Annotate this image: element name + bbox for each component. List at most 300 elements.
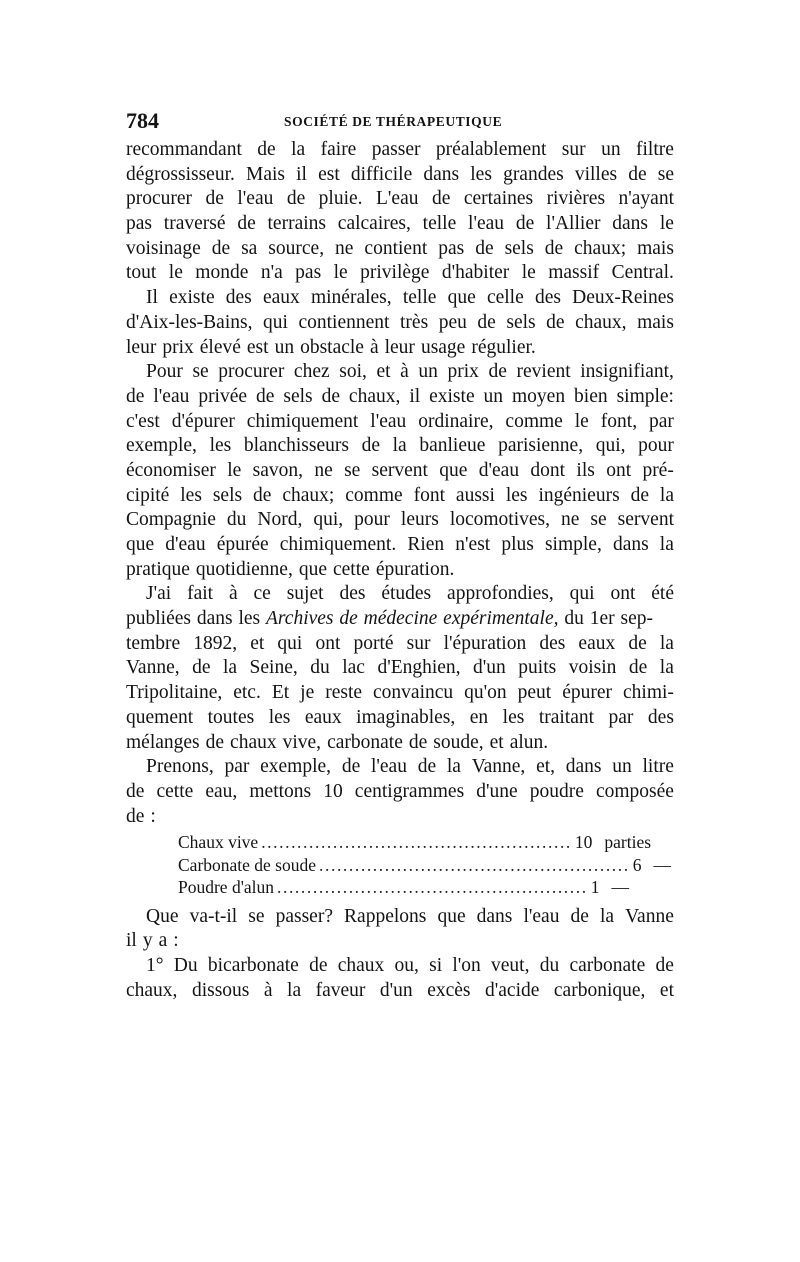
ingredient-name: Poudre d'alun — [178, 877, 274, 898]
word: Vanne — [625, 905, 674, 927]
word: à — [400, 361, 409, 383]
text-line — [126, 410, 674, 435]
word: carbonique, — [553, 979, 646, 1001]
word: exemple, — [126, 435, 197, 457]
word: ce — [253, 583, 271, 605]
word: L'eau — [376, 188, 419, 210]
word: les — [505, 484, 528, 506]
word: de — [408, 731, 428, 753]
text-line — [126, 780, 674, 805]
word: très — [400, 311, 429, 333]
word: chimi- — [623, 682, 674, 704]
word: des — [539, 632, 566, 654]
word: sa — [241, 237, 258, 259]
word: d'eau — [478, 459, 520, 481]
word: eaux — [578, 632, 616, 654]
word: a — [158, 930, 168, 952]
word: de — [256, 385, 275, 407]
word: veut, — [491, 955, 530, 977]
word: Du — [173, 955, 198, 977]
word: sels — [283, 385, 313, 407]
paragraph — [126, 582, 674, 755]
word: chaux; — [574, 237, 627, 259]
word: difficile — [350, 163, 413, 185]
word: chaux, — [348, 385, 401, 407]
word: chimiquement — [246, 410, 359, 432]
word: ne — [314, 459, 333, 481]
text-line — [126, 533, 674, 558]
text-line — [126, 261, 674, 286]
word: leurs — [400, 509, 439, 531]
word: sels — [504, 237, 534, 259]
word: traversé — [163, 213, 226, 235]
ingredient-unit: parties — [604, 832, 652, 853]
word: les — [470, 163, 492, 185]
word: de — [192, 657, 211, 679]
word: chaux, — [126, 979, 178, 1001]
word: locomotives, — [449, 509, 551, 531]
word: des — [339, 583, 366, 605]
word: l'eau — [237, 188, 274, 210]
word: de — [544, 237, 564, 259]
word: dont — [530, 459, 566, 481]
word: eaux — [262, 287, 300, 309]
word: du — [310, 657, 330, 679]
text-line — [126, 632, 674, 657]
word: et, — [536, 756, 556, 778]
word: l'eau — [370, 410, 407, 432]
word: d'épurer — [171, 410, 235, 432]
word: telle — [422, 213, 457, 235]
word: sur — [561, 139, 586, 160]
word: reste — [325, 682, 363, 704]
word: 1° — [146, 955, 164, 977]
word: convaincu — [373, 682, 454, 704]
paragraph — [126, 360, 674, 582]
word: épuration. — [375, 558, 455, 580]
word: quement — [126, 706, 194, 728]
word: et — [376, 361, 391, 383]
word: y — [142, 930, 153, 952]
text-line — [126, 385, 674, 410]
word: passer? — [275, 905, 333, 927]
word: ne — [561, 509, 580, 531]
word: le — [333, 262, 348, 284]
word: existe — [429, 385, 475, 407]
word: quotidienne, — [195, 558, 293, 580]
word: de — [253, 484, 272, 506]
word: la — [659, 534, 674, 555]
word: lac — [342, 657, 365, 679]
word: de — [655, 955, 674, 977]
word: savon, — [252, 459, 303, 481]
word: été — [651, 583, 674, 605]
text-line — [126, 979, 674, 1004]
word: que — [437, 905, 466, 927]
word: que — [439, 459, 468, 481]
word: qui — [277, 632, 303, 654]
word: de — [628, 163, 647, 185]
word: de — [126, 780, 145, 802]
word: font — [413, 484, 445, 506]
word: à — [263, 979, 273, 1001]
word: sujet — [286, 583, 324, 605]
word: le — [168, 262, 183, 284]
word: ou, — [394, 955, 419, 977]
word: des — [225, 287, 252, 309]
word: à — [369, 336, 379, 358]
word: 1892, — [193, 632, 238, 654]
word: Seine, — [249, 657, 298, 679]
word: plus — [501, 534, 534, 555]
word: : — [173, 930, 179, 952]
word: pas — [295, 262, 322, 284]
word: de — [546, 311, 565, 333]
leader-dots: .................................................... — [319, 854, 630, 875]
word: va-t-il — [189, 905, 238, 927]
word: il — [409, 385, 421, 407]
word: eaux — [304, 706, 342, 728]
word: cette — [156, 780, 194, 802]
word: source, — [268, 237, 325, 259]
paragraph — [126, 954, 674, 1003]
text-line — [126, 681, 674, 706]
word: la — [392, 435, 407, 457]
text-line — [126, 336, 674, 361]
word: pré- — [642, 459, 674, 481]
word: soi, — [339, 361, 367, 383]
word: Nord, — [257, 509, 303, 531]
word: Tripolitaine, — [126, 682, 223, 704]
word: un — [274, 336, 295, 358]
word: Pour — [146, 361, 183, 383]
word: litre — [642, 756, 674, 778]
word: les — [268, 706, 291, 728]
word: n'ayant — [618, 188, 674, 210]
word: dans — [612, 534, 649, 555]
page-number: 784 — [126, 108, 159, 133]
word: poudre — [529, 780, 584, 802]
word: ingénieurs — [538, 484, 620, 506]
word: préalablement — [435, 139, 547, 160]
word: toutes — [207, 706, 255, 728]
word: de — [361, 435, 380, 457]
word: terrains — [267, 213, 326, 235]
word: de — [630, 484, 649, 506]
word: la — [659, 484, 674, 506]
text-line — [126, 706, 674, 731]
word: revient — [516, 361, 571, 383]
word: sels — [506, 311, 536, 333]
ingredient-unit: — — [653, 854, 671, 875]
word: de — [417, 756, 437, 778]
word: d'acide — [485, 979, 540, 1001]
word: vive, — [282, 731, 322, 753]
word: les — [502, 706, 525, 728]
word: soude, — [433, 731, 484, 753]
word: les — [209, 435, 232, 457]
word: d'habiter — [441, 262, 510, 284]
word: passer — [371, 139, 421, 160]
word: massif — [548, 262, 600, 284]
word: la — [291, 139, 306, 160]
word: est — [246, 336, 269, 358]
word: se — [344, 459, 361, 481]
word: existe — [169, 287, 215, 309]
word: de — [126, 805, 145, 827]
word: l'épuration — [443, 632, 527, 654]
word: épurer — [562, 682, 613, 704]
text-fragment: publiées dans les — [126, 608, 261, 630]
word: le — [574, 410, 589, 432]
journal-title: Archives de médecine expérimentale, — [266, 608, 559, 630]
word: voisinage — [126, 237, 201, 259]
word: et — [489, 731, 504, 753]
word: de — [341, 756, 361, 778]
word: bien — [574, 385, 608, 407]
word: monde — [195, 262, 249, 284]
text-line — [126, 755, 674, 780]
word: approfondies, — [447, 583, 554, 605]
word: J'ai — [146, 583, 172, 605]
text-line — [126, 954, 674, 979]
word: servent — [617, 509, 674, 531]
word: par — [224, 756, 250, 778]
word: d'Aix-les-Bains, — [126, 311, 253, 333]
word: de — [628, 657, 648, 679]
word: Vanne, — [126, 657, 180, 679]
word: dans — [476, 905, 513, 927]
word: cette — [333, 558, 370, 580]
word: peut — [517, 682, 552, 704]
word: du — [539, 955, 560, 977]
page-header — [126, 108, 674, 138]
ingredient-name: Chaux vive — [178, 832, 259, 853]
word: fait — [187, 583, 214, 605]
leader-dots: .................................................... — [261, 832, 572, 853]
word: traitant — [538, 706, 595, 728]
word: voisin — [568, 657, 617, 679]
word: l'eau — [370, 756, 407, 778]
word: chez — [293, 361, 330, 383]
word: Central. — [611, 262, 674, 284]
word: un — [418, 361, 438, 383]
word: etc. — [233, 682, 261, 704]
word: : — [150, 805, 156, 827]
word: régulier. — [471, 336, 536, 358]
word: de — [126, 385, 145, 407]
text-line — [126, 459, 674, 484]
word: prix — [162, 336, 194, 358]
word: qui — [569, 583, 595, 605]
word: je — [300, 682, 315, 704]
word: de — [205, 731, 225, 753]
word: par — [649, 410, 674, 432]
word: que — [447, 287, 476, 309]
word: tembre — [126, 632, 181, 654]
word: porté — [353, 632, 394, 654]
word: ont — [315, 632, 341, 654]
text-line — [126, 558, 674, 583]
word: de — [515, 213, 535, 235]
word: faire — [320, 139, 357, 160]
text-line — [126, 187, 674, 212]
word: procurer — [126, 188, 193, 210]
word: se — [248, 905, 265, 927]
word: dans — [612, 213, 649, 235]
word: chaux — [230, 731, 277, 753]
word: dissous — [191, 979, 250, 1001]
word: la — [287, 979, 302, 1001]
word: d'eau — [165, 534, 206, 555]
word: de — [477, 311, 496, 333]
word: de — [488, 361, 507, 383]
word: sels — [212, 484, 243, 506]
word: ont — [606, 459, 632, 481]
word: mettons — [249, 780, 312, 802]
word: contiennent — [298, 311, 390, 333]
word: filtre — [635, 139, 674, 160]
word: qui, — [595, 435, 626, 457]
paragraph — [126, 755, 674, 829]
word: le — [227, 459, 242, 481]
word: élevé — [199, 336, 241, 358]
word: d'une — [476, 780, 518, 802]
word: la — [446, 756, 461, 778]
text-fragment: du 1er sep- — [564, 608, 654, 630]
word: qui — [263, 311, 288, 333]
text-line — [126, 905, 674, 930]
word: comme — [345, 484, 403, 506]
text-line — [126, 286, 674, 311]
paragraph — [126, 138, 674, 286]
word: pour — [354, 509, 390, 531]
word: chaux — [337, 955, 385, 977]
word: et — [659, 979, 674, 1001]
word: recommandant — [126, 139, 242, 160]
word: procurer — [218, 361, 285, 383]
word: imaginables, — [356, 706, 456, 728]
ingredient-name: Carbonate de soude — [178, 854, 317, 875]
word: exemple, — [260, 756, 332, 778]
word: l'eau — [468, 213, 505, 235]
word: il — [126, 930, 137, 952]
word: et — [250, 632, 265, 654]
word: de — [205, 188, 224, 210]
word: pratique — [126, 558, 190, 580]
word: ils — [576, 459, 595, 481]
text-line — [126, 360, 674, 385]
word: chimiquement. — [279, 534, 397, 555]
word: chaux, — [575, 311, 627, 333]
word: carbonate — [327, 731, 403, 753]
word: rivières — [546, 188, 606, 210]
word: la — [659, 632, 674, 654]
word: de — [321, 385, 340, 407]
word: qu'on — [464, 682, 507, 704]
word: minérales, — [310, 287, 392, 309]
word: il — [296, 163, 307, 185]
word: aussi — [455, 484, 495, 506]
text-line — [126, 929, 674, 954]
word: calcaires, — [337, 213, 411, 235]
word: alun. — [509, 731, 549, 753]
word: cipité — [126, 484, 170, 506]
word: c'est — [126, 410, 160, 432]
word: le — [521, 262, 536, 284]
word: n'a — [260, 262, 283, 284]
word: bicarbonate — [207, 955, 299, 977]
word: se — [590, 509, 607, 531]
word: usage — [420, 336, 466, 358]
word: la — [600, 905, 615, 927]
mixture-row — [178, 831, 652, 854]
word: qui, — [313, 509, 344, 531]
word: se — [657, 163, 674, 185]
word: la — [222, 657, 238, 679]
text-line — [126, 212, 674, 237]
word: le — [659, 213, 674, 235]
word: de — [628, 632, 647, 654]
word: insignifiant, — [580, 361, 674, 383]
word: n'est — [455, 534, 491, 555]
word: d'Enghien, — [377, 657, 461, 679]
word: de — [257, 139, 276, 160]
word: études — [381, 583, 432, 605]
paragraph — [126, 905, 674, 954]
word: Compagnie — [126, 509, 216, 531]
word: privée — [198, 385, 248, 407]
word: Vanne, — [471, 756, 526, 778]
text-line — [126, 484, 674, 509]
word: l'eau — [153, 385, 190, 407]
word: Rien — [407, 534, 445, 555]
word: les — [180, 484, 202, 506]
word: pas — [438, 237, 465, 259]
word: simple: — [616, 385, 674, 407]
word: si — [429, 955, 443, 977]
word: peu — [438, 311, 467, 333]
word: moyen — [512, 385, 566, 407]
text-line — [126, 434, 674, 459]
word: Deux-Reines — [572, 287, 674, 309]
word: tout — [126, 262, 157, 284]
word: blanchisseurs — [243, 435, 349, 457]
word: grandes — [503, 163, 564, 185]
text-line — [126, 163, 674, 188]
word: dégrossisseur. — [126, 163, 235, 185]
word: parisienne, — [498, 435, 584, 457]
word: celle — [486, 287, 524, 309]
word: Rappelons — [344, 905, 427, 927]
word: l'eau — [523, 905, 560, 927]
ingredient-quantity: 1 — [590, 877, 600, 898]
word: font, — [600, 410, 638, 432]
word: comme — [505, 410, 563, 432]
word: de — [309, 955, 328, 977]
word: contient — [364, 237, 428, 259]
word: prix — [447, 361, 479, 383]
word: certaines — [463, 188, 534, 210]
word: dans — [565, 756, 602, 778]
word: leur — [126, 336, 157, 358]
word: carbonate — [569, 955, 646, 977]
leader-dots: .................................................... — [277, 877, 588, 898]
word: chaux; — [282, 484, 335, 506]
word: leur — [384, 336, 415, 358]
word: se — [192, 361, 209, 383]
ingredient-quantity: 6 — [632, 854, 642, 875]
